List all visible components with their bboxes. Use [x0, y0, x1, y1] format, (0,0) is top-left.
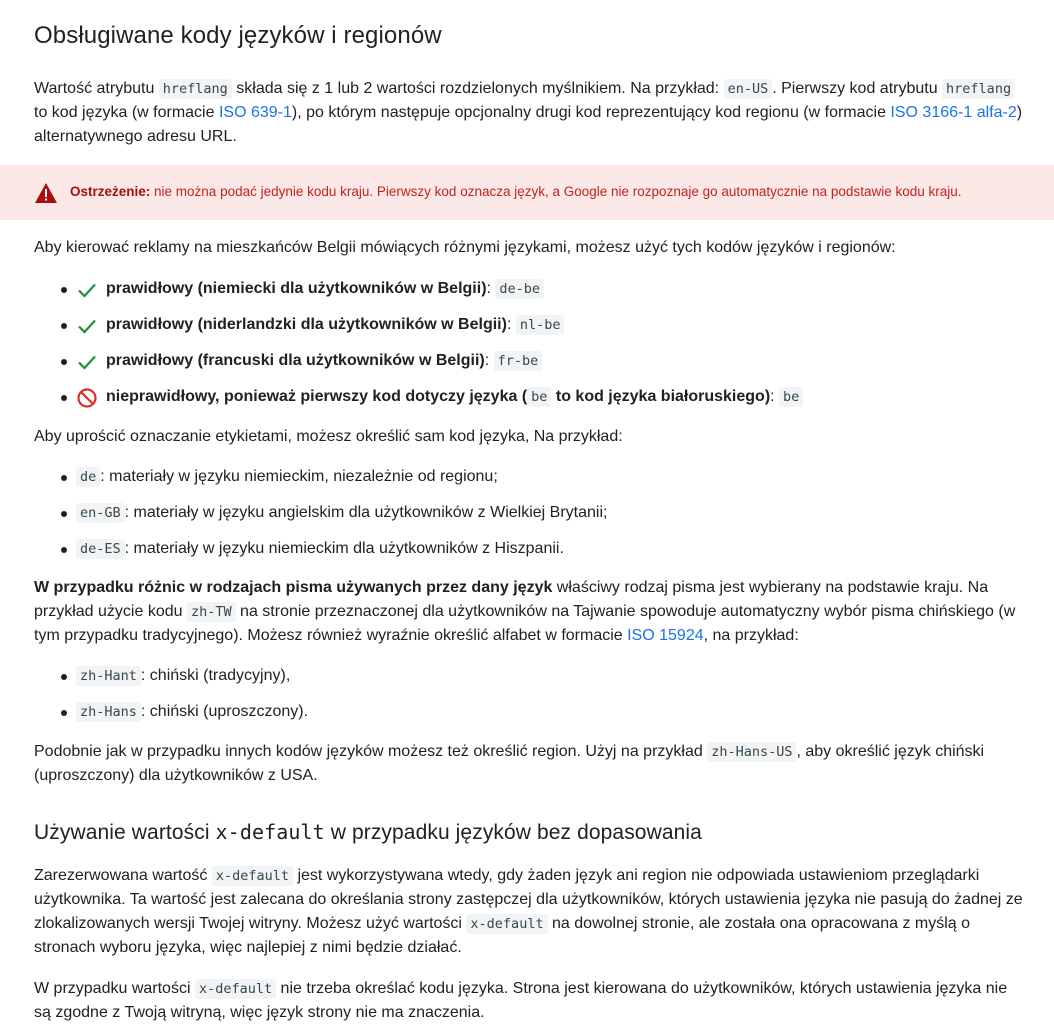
code-zh-tw: zh-TW	[187, 602, 236, 622]
warning-triangle-icon	[34, 182, 58, 204]
link-iso-15924[interactable]: ISO 15924	[627, 627, 704, 644]
code-de-es: de-ES	[76, 539, 125, 559]
code-hreflang-2: hreflang	[942, 79, 1015, 99]
list-item: zh-Hant : chiński (tradycyjny),	[34, 664, 1024, 700]
list-item: prawidłowy (niemiecki dla użytkowników w Belgii): de-be	[34, 277, 1024, 313]
simplify-code-list	[34, 465, 1024, 573]
code-hreflang: hreflang	[159, 79, 232, 99]
warning-label: Ostrzeżenie:	[70, 184, 151, 199]
check-icon	[76, 315, 98, 337]
code-x-default-2: x-default	[466, 914, 547, 934]
code-x-default: x-default	[212, 866, 293, 886]
list-item: en-GB : materiały w języku angielskim dla użytkowników z Wielkiej Brytanii;	[34, 501, 1024, 537]
code-de: de	[76, 467, 100, 487]
region-paragraph: Podobnie jak w przypadku innych kodów języków możesz też określić region. Użyj na przykład zh-Hans-US , aby określić język chiński (uproszczony) dla użytkowników z USA.	[34, 743, 985, 784]
check-icon	[76, 279, 98, 301]
code-x-default-3: x-default	[195, 979, 276, 999]
list-item: de : materiały w języku niemieckim, niezależnie od regionu;	[34, 465, 1024, 501]
x-default-paragraph-1: Zarezerwowana wartość x-default jest wykorzystywana wtedy, gdy żaden język ani region nie odpowiada ustawieniom przeglądarki użytkownika. Ta wartość jest zalecana do określania strony zastępczej dla użytkowników, których ustawienia języka nie pasują do żadnej ze zlokalizowanych wersji Twojej witryny. Możesz użyć wartości x-default na dowolnej stronie, ale została ona opracowana z myślą o stronach wyboru języka, więc najlepiej z nimi będzie działać.	[34, 867, 1023, 956]
intro-paragraph: Wartość atrybutu hreflang składa się z 1 lub 2 wartości rozdzielonych myślnikiem. Na przykład: en-US . Pierwszy kod atrybutu hreflang to kod języka (w formacie ISO 639-1), po którym następuje opcjonalny drugi kod reprezentujący kod regionu (w formacie ISO 3166-1 alfa-2) alternatywnego adresu URL.	[34, 80, 1023, 145]
check-icon	[76, 351, 98, 373]
code-be-inline: be	[527, 387, 551, 407]
code-be: be	[779, 387, 803, 407]
belgium-intro: Aby kierować reklamy na mieszkańców Belgii mówiących różnymi językami, możesz użyć tych kodów języków i regionów:	[34, 239, 896, 256]
code-nl-be: nl-be	[516, 315, 565, 335]
link-iso-639-1[interactable]: ISO 639-1	[218, 104, 292, 121]
heading-supported-codes: Obsługiwane kody języków i regionów	[34, 22, 442, 49]
prohibited-icon	[76, 387, 98, 409]
list-item: zh-Hans : chiński (uproszczony).	[34, 700, 1024, 736]
list-item: de-ES : materiały w języku niemieckim dla użytkowników z Hiszpanii.	[34, 537, 1024, 573]
code-en-us: en-US	[724, 79, 773, 99]
code-zh-hans: zh-Hans	[76, 702, 141, 722]
code-zh-hant: zh-Hant	[76, 666, 141, 686]
code-fr-be: fr-be	[494, 351, 543, 371]
code-zh-hans-us: zh-Hans-US	[707, 742, 796, 762]
list-item: prawidłowy (francuski dla użytkowników w Belgii): fr-be	[34, 349, 1024, 385]
warning-text: Ostrzeżenie: nie można podać jedynie kodu kraju. Pierwszy kod oznacza język, a Google nie rozpoznaje go automatycznie na podstawie kodu kraju.	[70, 184, 962, 199]
heading-code-x-default: x-default	[215, 820, 325, 844]
simplify-intro: Aby uprościć oznaczanie etykietami, możesz określić sam kod języka, Na przykład:	[34, 428, 623, 445]
script-paragraph: W przypadku różnic w rodzajach pisma używanych przez dany język właściwy rodzaj pisma jest wybierany na podstawie kraju. Na przykład użycie kodu zh-TW na stronie przeznaczonej dla użytkowników na Tajwanie spowoduje automatyczny wybór pisma chińskiego (w tym przypadku tradycyjnego). Możesz również wyraźnie określić alfabet w formacie ISO 15924, na przykład:	[34, 579, 1016, 644]
x-default-paragraph-2: W przypadku wartości x-default nie trzeba określać kodu języka. Strona jest kierowana do użytkowników, których ustawienia języka nie są zgodne z Twoją witryną, więc język strony nie ma znaczenia.	[34, 980, 1008, 1021]
belgium-code-list	[34, 277, 1024, 421]
code-en-gb: en-GB	[76, 503, 125, 523]
heading-x-default: Używanie wartości x-default w przypadku języków bez dopasowania	[34, 820, 702, 844]
list-item: prawidłowy (niderlandzki dla użytkowników w Belgii): nl-be	[34, 313, 1024, 349]
warning-callout	[0, 165, 1054, 220]
list-item: nieprawidłowy, ponieważ pierwszy kod dotyczy języka ( be to kod języka białoruskiego): be	[34, 385, 1024, 421]
script-code-list	[34, 664, 1024, 736]
code-de-be: de-be	[495, 279, 544, 299]
link-iso-3166[interactable]: ISO 3166-1 alfa-2	[890, 104, 1017, 121]
